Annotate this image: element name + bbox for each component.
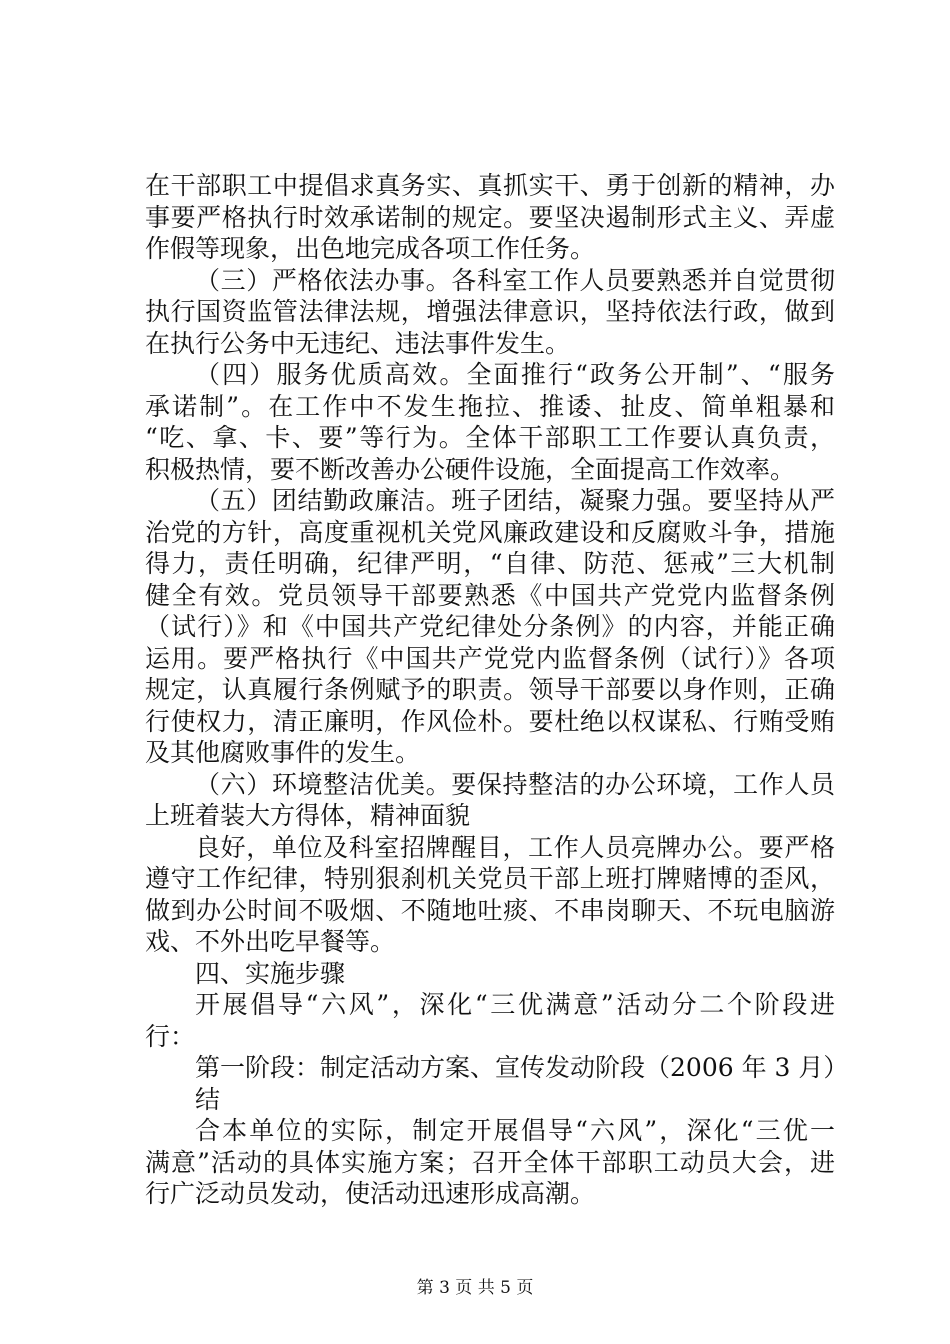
text-line: （五）团结勤政廉洁。班子团结，凝聚力强。要坚持从严 [195, 486, 835, 515]
text-line: 积极热情，要不断改善办公硬件设施，全面提高工作效率。 [145, 455, 796, 484]
text-line: （试行）》和《中国共产党纪律处分条例》的内容，并能正确 [145, 612, 835, 641]
text-line: 合本单位的实际，制定开展倡导“六风”，深化“三优一 [195, 1116, 835, 1145]
text-line: 健全有效。党员领导干部要熟悉《中国共产党党内监督条例 [145, 581, 835, 610]
text-line: 做到办公时间不吸烟、不随地吐痰、不串岗聊天、不玩电脑游 [145, 896, 835, 925]
text-line: 第一阶段：制定活动方案、宣传发动阶段（2006 年 3 月） [195, 1053, 849, 1082]
text-line: 在执行公务中无违纪、违法事件发生。 [145, 329, 571, 358]
text-line: 承诺制”。在工作中不发生拖拉、推诿、扯皮、简单粗暴和 [145, 392, 835, 421]
text-line: （四）服务优质高效。全面推行“政务公开制”、“服务 [195, 360, 835, 389]
text-line: 满意”活动的具体实施方案；召开全体干部职工动员大会，进 [145, 1148, 835, 1177]
text-line: 在干部职工中提倡求真务实、真抓实干、勇于创新的精神，办 [145, 171, 835, 200]
text-line: 行广泛动员发动，使活动迅速形成高潮。 [145, 1179, 596, 1208]
page-footer: 第 3 页 共 5 页 [416, 1278, 534, 1298]
text-line: 结 [195, 1085, 221, 1114]
text-line: 戏、不外出吃早餐等。 [145, 927, 396, 956]
section-heading: 四、实施步骤 [195, 959, 346, 988]
text-line: “吃、拿、卡、要”等行为。全体干部职工工作要认真负责， [145, 423, 835, 452]
text-line: 作假等现象，出色地完成各项工作任务。 [145, 234, 596, 263]
text-line: 良好，单位及科室招牌醒目，工作人员亮牌办公。要严格 [195, 833, 835, 862]
text-line: 事要严格执行时效承诺制的规定。要坚决遏制形式主义、弄虚 [145, 203, 835, 232]
text-line: 运用。要严格执行《中国共产党党内监督条例（试行）》各项 [145, 644, 835, 673]
text-line: （六）环境整洁优美。要保持整洁的办公环境，工作人员 [195, 770, 835, 799]
text-line: 得力，责任明确，纪律严明，“自律、防范、惩戒”三大机制 [145, 549, 835, 578]
text-line: （三）严格依法办事。各科室工作人员要熟悉并自觉贯彻 [195, 266, 835, 295]
text-line: 遵守工作纪律，特别狠刹机关党员干部上班打牌赌博的歪风， [145, 864, 835, 893]
text-line: 上班着装大方得体，精神面貌 [145, 801, 471, 830]
text-line: 行： [145, 1022, 196, 1051]
text-line: 规定，认真履行条例赋予的职责。领导干部要以身作则，正确 [145, 675, 835, 704]
text-line: 行使权力，清正廉明，作风俭朴。要杜绝以权谋私、行贿受贿 [145, 707, 835, 736]
text-line: 及其他腐败事件的发生。 [145, 738, 421, 767]
text-line: 开展倡导“六风”，深化“三优满意”活动分二个阶段进 [195, 990, 835, 1019]
text-line: 治党的方针，高度重视机关党风廉政建设和反腐败斗争，措施 [145, 518, 835, 547]
text-line: 执行国资监管法律法规，增强法律意识，坚持依法行政，做到 [145, 297, 835, 326]
